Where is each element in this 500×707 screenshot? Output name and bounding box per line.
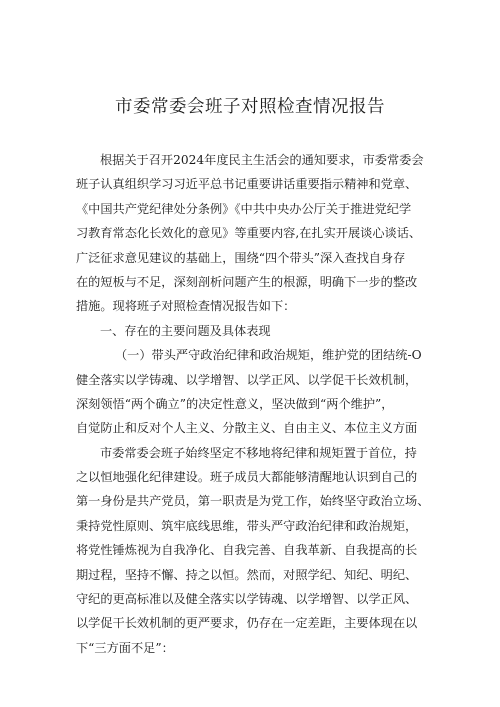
body-line: 班子认真组织学习习近平总书记重要讲话重要指示精神和党章、: [76, 177, 418, 192]
body-line: 健全落实以学铸魂、以学增智、以学正风、以学促干长效机制，: [76, 372, 418, 387]
body-line: 将党性锤炼视为自我净化、自我完善、自我革新、自我提高的长: [76, 543, 418, 558]
body-line: 期过程，坚持不懈、持之以恒。然而，对照学纪、知纪、明纪、: [76, 567, 418, 582]
body-line: 以学促干长效机制的更严要求，仍存在一定差距，主要体现在以: [76, 616, 418, 631]
body-line: 自觉防止和反对个人主义、分散主义、自由主义、本位主义方面: [76, 421, 418, 436]
body-line: 之以恒地强化纪律建设。班子成员大都能够清醒地认识到自己的: [76, 470, 418, 485]
body-line: （一）带头严守政治纪律和政治规矩，维护党的团结统-O: [115, 348, 422, 363]
body-line: 广泛征求意见建议的基础上，围绕“四个带头”深入查找自身存: [76, 250, 406, 265]
body-line: 《中国共产党纪律处分条例》《中共中央办公厅关于推进党纪学: [76, 201, 412, 216]
body-line: 措施。现将班子对照检查情况报告如下：: [76, 299, 296, 314]
body-line: 守纪的更高标准以及健全落实以学铸魂、以学增智、以学正风、: [76, 592, 418, 607]
body-line: 秉持党性原则、筑牢底线思维，带头严守政治纪律和政治规矩，: [76, 518, 418, 533]
document-body: [76, 148, 434, 660]
body-line: 一、存在的主要问题及具体表现: [100, 323, 271, 338]
body-line: 根据关于召开2024年度民主生活会的通知要求，市委常委会: [100, 153, 424, 167]
document-title: 市委常委会班子对照检查情况报告: [115, 97, 385, 117]
body-line: 在的短板与不足，深刻剖析问题产生的根源，明确下一步的整改: [76, 274, 418, 289]
body-line: 深刻领悟“两个确立”的决定性意义，坚决做到“两个维护”，: [76, 396, 394, 411]
body-line: 习教育常态化长效化的意见》等重要内容,在扎实开展谈心谈话、: [76, 226, 422, 241]
body-line: 市委常委会班子始终坚定不移地将纪律和规矩置于首位，持: [100, 445, 417, 460]
body-line: 下“三方面不足”：: [76, 640, 174, 655]
body-line: 第一身份是共产党员，第一职责是为党工作，始终坚守政治立场、: [76, 494, 430, 509]
